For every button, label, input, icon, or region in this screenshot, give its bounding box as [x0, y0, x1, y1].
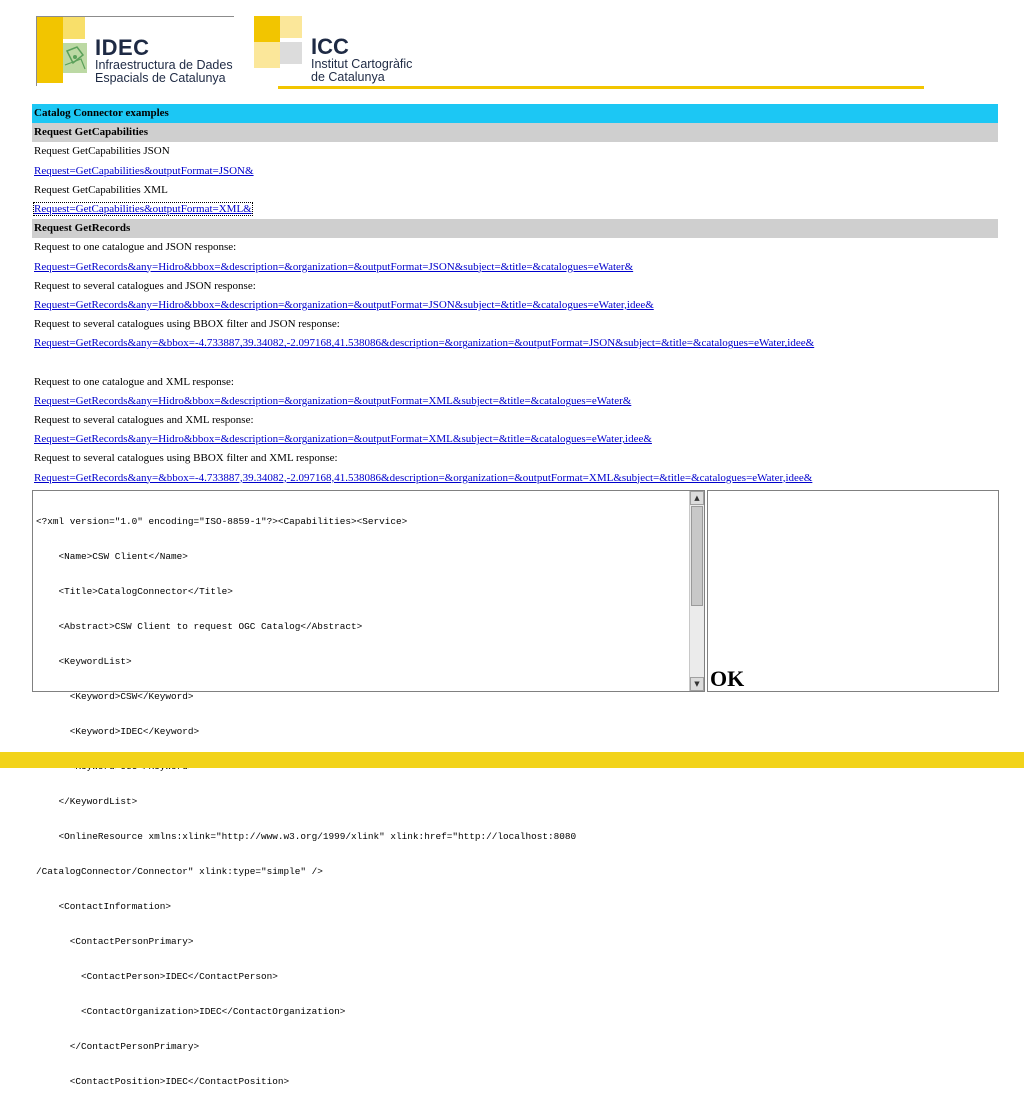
idec-logo — [36, 16, 234, 86]
getrecords-link[interactable]: Request=GetRecords&any=&bbox=-4.733887,39.34082,-2.097168,41.538086&description=&organization=&outputFormat=XML&subject=&title=&catalogues=eWater,idee& — [34, 471, 813, 484]
icc-logo-mark — [252, 16, 312, 88]
getcapabilities-xml-link[interactable]: Request=GetCapabilities&outputFormat=XML& — [34, 202, 252, 215]
catalog-title: Catalog Connector examples — [32, 104, 998, 123]
getrecords-link[interactable]: Request=GetRecords&any=Hidro&bbox=&description=&organization=&outputFormat=XML&subject=&title=&catalogues=eWater,idee& — [34, 433, 652, 446]
xml-line: <Title>CatalogConnector</Title> — [36, 586, 233, 598]
idec-subtitle — [95, 59, 233, 85]
spacer — [32, 353, 998, 372]
xml-line: <Keyword>IDEC</Keyword> — [36, 726, 200, 738]
getcapabilities-json-link[interactable]: Request=GetCapabilities&outputFormat=JSON& — [34, 164, 254, 177]
result-status: OK — [710, 666, 745, 691]
catalog-examples — [32, 104, 998, 488]
icc-logo — [252, 16, 924, 88]
getrecords-link[interactable]: Request=GetRecords&any=Hidro&bbox=&description=&organization=&outputFormat=JSON&subject=&title=&catalogues=eWater,idee& — [34, 298, 654, 311]
getrecords-label: Request to several catalogues using BBOX filter and XML response: — [34, 452, 338, 465]
section-getcapabilities: Request GetCapabilities — [32, 123, 998, 142]
scroll-down-icon[interactable]: ▼ — [690, 677, 704, 691]
xml-output-text — [36, 493, 688, 1111]
scroll-up-icon[interactable]: ▲ — [690, 491, 704, 505]
xml-line: <Abstract>CSW Client to request OGC Catalog</Abstract> — [36, 621, 363, 633]
idec-title: IDEC — [95, 35, 150, 60]
xml-line: </ContactPersonPrimary> — [36, 1040, 200, 1052]
idec-subtitle-line2: Espacials de Catalunya — [95, 71, 226, 85]
icc-subtitle — [311, 58, 412, 84]
xml-output-pane[interactable] — [32, 490, 705, 1087]
getrecords-link[interactable]: Request=GetRecords&any=Hidro&bbox=&description=&organization=&outputFormat=JSON&subject=&title=&catalogues=eWater& — [34, 260, 634, 273]
xml-line: <ContactPersonPrimary> — [36, 935, 194, 947]
icc-underline — [278, 86, 924, 89]
xml-line: <OnlineResource xmlns:xlink="http://www.w3.org/1999/xlink" xlink:href="http://localhost:8080 — [36, 831, 577, 843]
xml-line: <KeywordList> — [36, 656, 132, 668]
xml-line: <Name>CSW Client</Name> — [36, 551, 188, 563]
header — [0, 0, 1024, 100]
getrecords-label: Request to several catalogues and XML response: — [34, 414, 254, 426]
xml-line: <?xml version="1.0" encoding="ISO-8859-1"?><Capabilities><Service> — [36, 516, 408, 528]
xml-scrollbar[interactable] — [689, 491, 704, 691]
xml-line: </KeywordList> — [36, 796, 138, 808]
getrecords-label: Request to one catalogue and JSON response: — [34, 241, 237, 254]
getrecords-label: Request to several catalogues and JSON response: — [34, 279, 256, 292]
xml-line: /CatalogConnector/Connector" xlink:type="simple" /> — [36, 866, 323, 877]
getrecords-label: Request to one catalogue and XML response: — [34, 375, 234, 388]
icc-title: ICC — [311, 34, 349, 59]
getrecords-label: Request to several catalogues using BBOX filter and JSON response: — [34, 318, 340, 331]
result-pane — [707, 490, 999, 692]
getrecords-link[interactable]: Request=GetRecords&any=Hidro&bbox=&description=&organization=&outputFormat=XML&subject=&title=&catalogues=eWater& — [34, 394, 632, 407]
icc-subtitle-line1: Institut Cartogràfic — [311, 57, 413, 71]
section-getrecords: Request GetRecords — [32, 219, 998, 238]
xml-line: <ContactPosition>IDEC</ContactPosition> — [36, 1075, 290, 1087]
xml-line: <ContactOrganization>IDEC</ContactOrganization> — [36, 1005, 346, 1017]
getrecords-link[interactable]: Request=GetRecords&any=&bbox=-4.733887,39.34082,-2.097168,41.538086&description=&organization=&outputFormat=JSON&subject=&title=&catalogues=eWater,idee& — [34, 337, 815, 350]
xml-line: <ContactPerson>IDEC</ContactPerson> — [36, 970, 278, 982]
getcapabilities-json-label: Request GetCapabilities JSON — [34, 145, 170, 158]
xml-line: <ContactInformation> — [36, 900, 172, 912]
icc-subtitle-line2: de Catalunya — [311, 70, 385, 84]
footer-bar — [0, 752, 1024, 768]
scrollbar-thumb[interactable] — [691, 506, 703, 606]
xml-line: <Keyword>CSW</Keyword> — [36, 691, 194, 703]
idec-subtitle-line1: Infraestructura de Dades — [95, 58, 233, 72]
getcapabilities-xml-label: Request GetCapabilities XML — [34, 183, 168, 196]
